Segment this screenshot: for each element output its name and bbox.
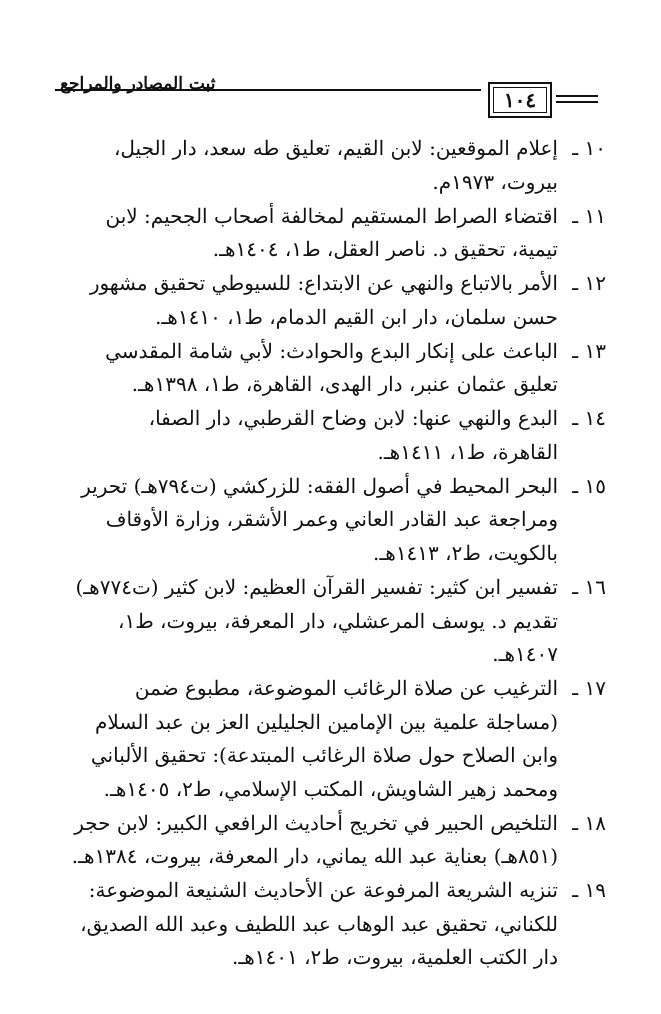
entry-line: القاهرة، ط١، ١٤١١هـ. bbox=[377, 439, 558, 464]
entry-text bbox=[50, 672, 558, 806]
entry-number: ١٨ ـ bbox=[572, 810, 606, 835]
entry-number: ١٩ ـ bbox=[572, 878, 606, 903]
entry-number: ١٣ ـ bbox=[572, 338, 606, 363]
entry-line: البدع والنهي عنها: لابن وضاح القرطبي، دار الصفا، bbox=[148, 406, 558, 431]
entry-line: (مساجلة علمية بين الإمامين الجليلين العز بن عبد السلام bbox=[95, 709, 558, 734]
entry-line: تيمية، تحقيق د. ناصر العقل، ط١، ١٤٠٤هـ. bbox=[212, 237, 558, 262]
entry-line: تعليق عثمان عنبر، دار الهدى، القاهرة، ط١، ١٣٩٨هـ. bbox=[131, 372, 558, 397]
entry-text bbox=[50, 267, 558, 334]
bibliography-entry bbox=[50, 335, 606, 402]
entry-line: إعلام الموقعين: لابن القيم، تعليق طه سعد، دار الجيل، bbox=[113, 136, 558, 160]
entry-line: (٨٥١هـ) بعناية عبد الله يماني، دار المعرفة، بيروت، ١٣٨٤هـ. bbox=[71, 844, 558, 869]
entry-number: ١٧ ـ bbox=[572, 676, 606, 701]
entry-line: تفسير ابن كثير: تفسير القرآن العظيم: لابن كثير (ت٧٧٤هـ) bbox=[75, 575, 558, 600]
running-header-title: ثبت المصادر والمراجع bbox=[60, 74, 216, 94]
bibliography-entry bbox=[50, 807, 606, 874]
entry-line: حسن سلمان، دار ابن القيم الدمام، ط١، ١٤١٠هـ. bbox=[155, 304, 558, 329]
bibliography-entry bbox=[50, 874, 606, 975]
entry-line: ومحمد زهير الشاويش، المكتب الإسلامي، ط٢، ١٤٠٥هـ. bbox=[103, 776, 558, 801]
bibliography-entry bbox=[50, 402, 606, 469]
entry-text bbox=[50, 571, 558, 672]
bibliography-entry bbox=[50, 200, 606, 267]
entry-line: ١٤٠٧هـ. bbox=[492, 642, 558, 667]
entry-number: ١١ ـ bbox=[572, 203, 606, 228]
entry-text bbox=[50, 874, 558, 975]
bibliography-entry bbox=[50, 267, 606, 334]
bibliography-entry bbox=[50, 132, 606, 199]
entry-line: البحر المحيط في أصول الفقه: للزركشي (ت٧٩٤هـ) تحرير bbox=[81, 473, 558, 498]
entry-number: ١٥ ـ bbox=[572, 473, 606, 498]
entry-number: ١٦ ـ bbox=[572, 575, 606, 600]
entry-line: دار الكتب العلمية، بيروت، ط٢، ١٤٠١هـ. bbox=[232, 945, 558, 970]
bibliography-entry bbox=[50, 672, 606, 806]
page-number: ١٠٤ bbox=[488, 82, 552, 118]
header-ornament-rules bbox=[556, 95, 598, 107]
entry-text bbox=[50, 335, 558, 402]
entry-line: تقديم د. يوسف المرعشلي، دار المعرفة، بيروت، ط١، bbox=[117, 608, 558, 633]
entry-line: بالكويت، ط٢، ١٤١٣هـ. bbox=[373, 540, 558, 565]
entry-line: التلخيص الحبير في تخريج أحاديث الرافعي الكبير: لابن حجر bbox=[74, 810, 558, 835]
entry-line: بيروت، ١٩٧٣م. bbox=[432, 169, 558, 194]
entry-text bbox=[50, 807, 558, 874]
entry-line: تنزيه الشريعة المرفوعة عن الأحاديث الشنيعة الموضوعة: bbox=[88, 878, 558, 903]
entry-text bbox=[50, 402, 558, 469]
entry-line: ومراجعة عبد القادر العاني وعمر الأشقر، وزارة الأوقاف bbox=[105, 507, 558, 532]
entry-number: ١٠ ـ bbox=[572, 136, 606, 160]
bibliography-entry bbox=[50, 470, 606, 571]
entry-text bbox=[50, 132, 558, 199]
bibliography-entry bbox=[50, 571, 606, 672]
entry-text bbox=[50, 470, 558, 571]
entry-line: اقتضاء الصراط المستقيم لمخالفة أصحاب الجحيم: لابن bbox=[105, 203, 558, 228]
bibliography-list bbox=[50, 132, 606, 975]
entry-line: الترغيب عن صلاة الرغائب الموضوعة، مطبوع ضمن bbox=[134, 676, 558, 701]
entry-line: الباعث على إنكار البدع والحوادث: لأبي شامة المقدسي bbox=[105, 338, 558, 363]
entry-text bbox=[50, 200, 558, 267]
entry-line: للكناني، تحقيق عبد الوهاب عبد اللطيف وعبد الله الصديق، bbox=[80, 911, 558, 936]
entry-line: وابن الصلاح حول صلاة الرغائب المبتدعة): تحقيق الألباني bbox=[90, 743, 558, 768]
header-rule bbox=[55, 89, 481, 91]
entry-number: ١٢ ـ bbox=[572, 271, 606, 296]
entry-line: الأمر بالاتباع والنهي عن الابتداع: للسيوطي تحقيق مشهور bbox=[89, 271, 558, 296]
entry-number: ١٤ ـ bbox=[572, 406, 606, 431]
